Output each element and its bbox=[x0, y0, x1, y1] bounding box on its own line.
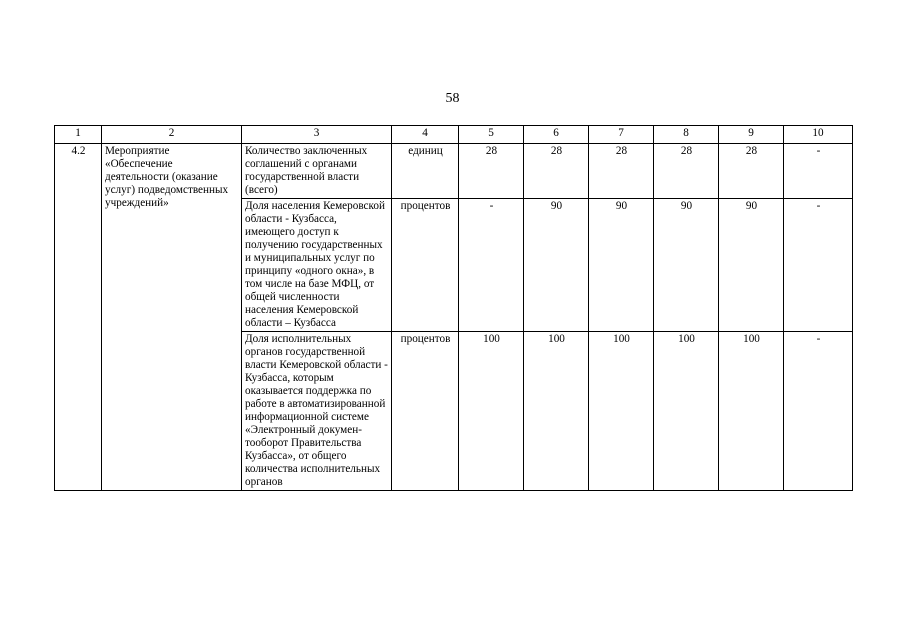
value-cell: - bbox=[459, 199, 524, 332]
column-header: 2 bbox=[102, 126, 242, 144]
value-cell: 28 bbox=[459, 144, 524, 199]
indicator-name: Доля исполнительных органов государственной власти Кемеровской области - Кузбасса, которым оказывается поддержка по работе в автоматизированной информационной системе «Электронный докумен-тооборот Правительства Кузбасса», от общего количества исполнительных органов bbox=[242, 332, 392, 491]
value-cell: 90 bbox=[654, 199, 719, 332]
column-header: 7 bbox=[589, 126, 654, 144]
indicators-table bbox=[54, 125, 853, 491]
table-row bbox=[55, 144, 853, 199]
column-header: 10 bbox=[784, 126, 853, 144]
column-header: 6 bbox=[524, 126, 589, 144]
value-cell: 90 bbox=[589, 199, 654, 332]
column-header: 8 bbox=[654, 126, 719, 144]
value-cell: 100 bbox=[719, 332, 784, 491]
value-cell: 100 bbox=[524, 332, 589, 491]
unit-cell: процентов bbox=[392, 199, 459, 332]
column-header: 9 bbox=[719, 126, 784, 144]
value-cell: - bbox=[784, 144, 853, 199]
value-cell: 28 bbox=[719, 144, 784, 199]
column-header: 3 bbox=[242, 126, 392, 144]
column-header: 1 bbox=[55, 126, 102, 144]
value-cell: 90 bbox=[524, 199, 589, 332]
value-cell: - bbox=[784, 332, 853, 491]
value-cell: 28 bbox=[654, 144, 719, 199]
value-cell: 90 bbox=[719, 199, 784, 332]
header-row bbox=[55, 126, 853, 144]
column-header: 5 bbox=[459, 126, 524, 144]
column-header: 4 bbox=[392, 126, 459, 144]
indicator-name: Доля населения Кемеровской области - Кузбасса, имеющего доступ к получению государственных и муниципальных услуг по принципу «одного окна», в том числе на базе МФЦ, от общей численности населения Кемеровской области – Кузбасса bbox=[242, 199, 392, 332]
unit-cell: процентов bbox=[392, 332, 459, 491]
indicator-name: Количество заключенных соглашений с органами государственной власти (всего) bbox=[242, 144, 392, 199]
value-cell: 100 bbox=[589, 332, 654, 491]
value-cell: 28 bbox=[589, 144, 654, 199]
value-cell: 100 bbox=[459, 332, 524, 491]
value-cell: 28 bbox=[524, 144, 589, 199]
event-name: Мероприятие «Обеспечение деятельности (оказание услуг) подведомственных учреждений» bbox=[102, 144, 242, 491]
page-number: 58 bbox=[445, 91, 460, 106]
value-cell: - bbox=[784, 199, 853, 332]
unit-cell: единиц bbox=[392, 144, 459, 199]
event-code: 4.2 bbox=[55, 144, 102, 491]
value-cell: 100 bbox=[654, 332, 719, 491]
